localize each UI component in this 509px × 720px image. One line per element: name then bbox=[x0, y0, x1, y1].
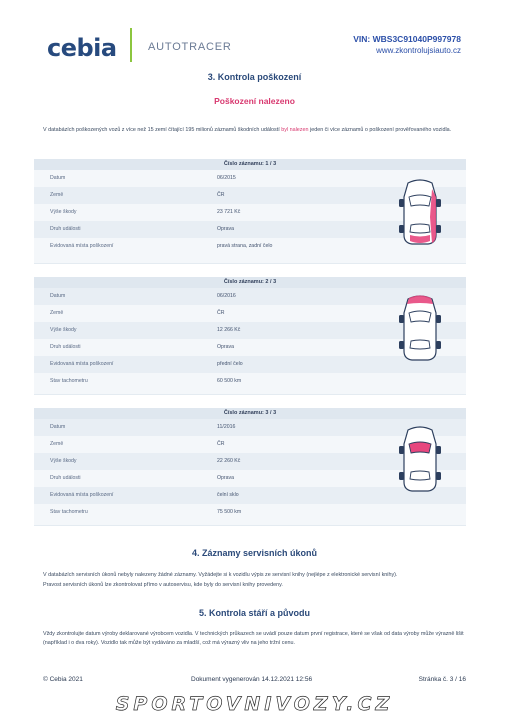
row-value: čelní sklo bbox=[217, 492, 239, 498]
row-label: Výše škody bbox=[50, 209, 77, 215]
row-label: Druh události bbox=[50, 344, 81, 350]
row-value: 06/2016 bbox=[217, 293, 236, 299]
row-label: Země bbox=[50, 192, 64, 198]
autotracer-label: AUTOTRACER bbox=[148, 41, 232, 53]
footer-copyright: © Cebia 2021 bbox=[43, 676, 83, 683]
row-value: pravá strana, zadní čelo bbox=[217, 243, 273, 249]
record-row bbox=[34, 373, 466, 390]
record-header: Číslo záznamu: 3 / 3 bbox=[34, 408, 466, 419]
record-row bbox=[34, 504, 466, 521]
row-label: Výše škody bbox=[50, 327, 77, 333]
damage-record-2 bbox=[34, 277, 466, 395]
row-label: Evidovaná místa poškození bbox=[50, 492, 114, 498]
row-value: 06/2015 bbox=[217, 175, 236, 181]
row-label: Datum bbox=[50, 424, 66, 430]
footer-generated: Dokument vygenerován 14.12.2021 12:56 bbox=[191, 676, 313, 683]
cebia-logo: cebia bbox=[47, 34, 117, 62]
row-value: 23 721 Kč bbox=[217, 209, 241, 215]
row-value: Oprava bbox=[217, 344, 235, 350]
section-4-title: 4. Záznamy servisních úkonů bbox=[191, 548, 318, 558]
vin-number: VIN: WBS3C91040P997978 bbox=[353, 34, 461, 44]
row-label: Druh události bbox=[50, 226, 81, 232]
intro-highlight: byl nalezen bbox=[281, 127, 309, 133]
section-4-text: V databázích servisních úkonů nebyly nalezeny žádné záznamy. Vyžádejte si k vozidlu výpis ze servisní knihy (nejlépe z elektronické servisní knihy). bbox=[43, 572, 398, 578]
row-value: 11/2016 bbox=[217, 424, 236, 430]
row-value: 75 500 km bbox=[217, 509, 242, 515]
row-value: Oprava bbox=[217, 226, 235, 232]
row-value: přední čelo bbox=[217, 361, 243, 367]
intro-text-end: jeden či více záznamů o poškození prověřovaného vozidla. bbox=[308, 127, 452, 133]
damage-record-3 bbox=[34, 408, 466, 526]
row-label: Evidovaná místa poškození bbox=[50, 361, 114, 367]
row-value: 60 500 km bbox=[217, 378, 242, 384]
row-value: ČR bbox=[217, 310, 225, 316]
row-label: Stav tachometru bbox=[50, 378, 88, 384]
row-label: Datum bbox=[50, 293, 66, 299]
section-5-text: Vždy zkontrolujte datum výroby deklarované výrobcem vozidla. V technických průkazech se uvádí pouze datum první registrace, které se však od data výroby může výrazně lišit (například i o dva roky). Vozidlo tak může být vydáváno za mladší, což má výrazný vliv na jeho tržní cenu. bbox=[43, 631, 464, 646]
row-label: Země bbox=[50, 310, 64, 316]
section-3-title: 3. Kontrola poškození bbox=[207, 72, 302, 82]
record-header: Číslo záznamu: 1 / 3 bbox=[34, 159, 466, 170]
car-diagram-icon bbox=[390, 293, 450, 363]
row-label: Druh události bbox=[50, 475, 81, 481]
record-header: Číslo záznamu: 2 / 3 bbox=[34, 277, 466, 288]
row-label: Stav tachometru bbox=[50, 509, 88, 515]
website-link[interactable]: www.zkontrolujsiauto.cz bbox=[376, 46, 461, 55]
row-value: ČR bbox=[217, 441, 225, 447]
row-label: Výše škody bbox=[50, 458, 77, 464]
damage-status: Poškození nalezeno bbox=[214, 96, 295, 106]
row-value: 12 266 Kč bbox=[217, 327, 241, 333]
section-5-title: 5. Kontrola stáří a původu bbox=[198, 608, 310, 618]
logo-divider bbox=[130, 28, 132, 62]
section-4-text-2: Pravost servisních úkonů lze zkontrolovat přímo v autoservisu, kde byly do servisní knihy provedeny. bbox=[43, 582, 283, 588]
car-diagram-icon bbox=[390, 177, 450, 247]
section-3-intro bbox=[43, 126, 468, 135]
row-label: Datum bbox=[50, 175, 66, 181]
watermark: SPORTOVNIVOZY.CZ bbox=[115, 693, 394, 715]
footer-page-number: Stránka č. 3 / 16 bbox=[418, 676, 466, 683]
row-value: 22 260 Kč bbox=[217, 458, 241, 464]
damage-record-1 bbox=[34, 159, 466, 264]
row-label: Země bbox=[50, 441, 64, 447]
row-label: Evidovaná místa poškození bbox=[50, 243, 114, 249]
row-value: ČR bbox=[217, 192, 225, 198]
row-value: Oprava bbox=[217, 475, 235, 481]
intro-text: V databázích poškozených vozů z více než 15 zemí čítající 195 milionů záznamů škodních událostí bbox=[43, 127, 282, 133]
car-diagram-icon bbox=[390, 424, 450, 494]
